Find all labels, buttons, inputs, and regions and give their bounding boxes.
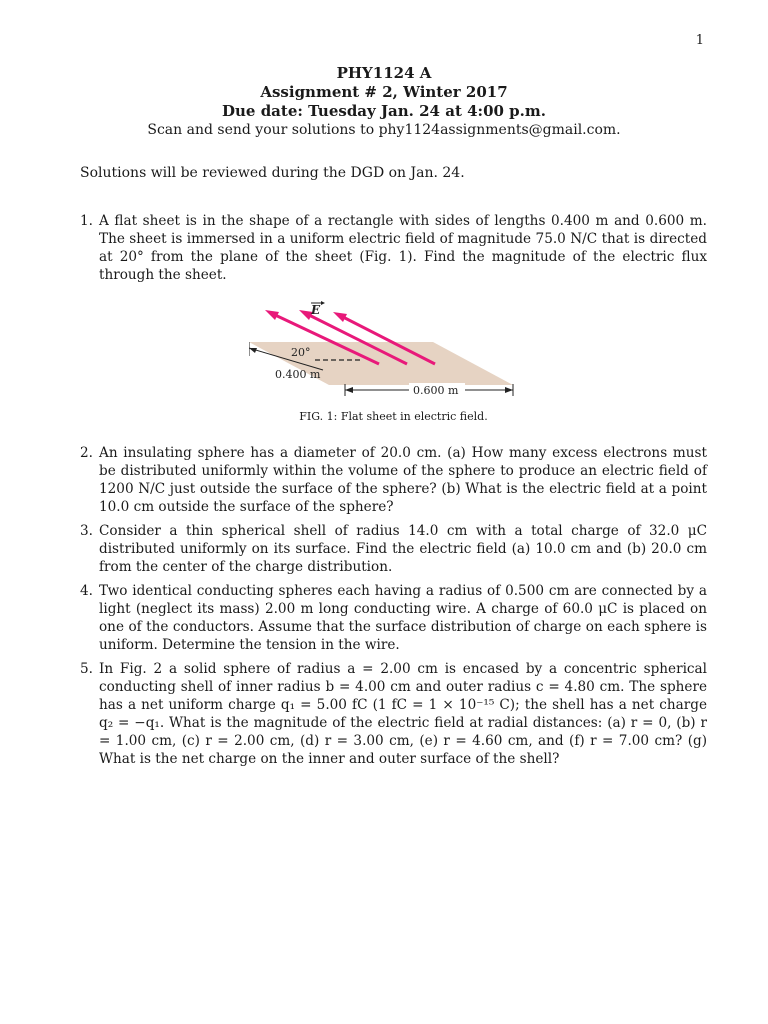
problem-item xyxy=(80,660,707,768)
flat-sheet-diagram xyxy=(249,298,539,398)
problem-list xyxy=(80,212,707,774)
problem-number: 5. xyxy=(80,661,93,677)
course-code: PHY1124 A xyxy=(336,64,432,82)
problem-text: In Fig. 2 a solid sphere of radius a = 2.00 cm is encased by a concentric spherical conducting shell of inner radius b = 4.00 cm and outer radius c = 4.80 cm. The sphere has a net uniform charge q₁ = 5.00 fC (1 fC = 1 × 10⁻¹⁵ C); the shell has a net charge q₂ = −q₁. What is the magnitude of the electric field at radial distances: (a) r = 0, (b) r = 1.00 cm, (c) r = 2.00 cm, (d) r = 3.00 cm, (e) r = 4.60 cm, and (f) r = 7.00 cm? (g) What is the net charge on the inner and outer surface of the shell? xyxy=(99,661,707,767)
page-number: 1 xyxy=(695,33,704,48)
problem-text: An insulating sphere has a diameter of 20.0 cm. (a) How many excess electrons must be distributed uniformly within the volume of the sphere to produce an electric field of 1200 N/C just outside the surface of the sphere? (b) What is the electric field at a point 10.0 cm outside the surface of the sphere? xyxy=(99,445,707,515)
field-label: E xyxy=(310,303,320,317)
problem-item xyxy=(80,522,707,576)
problem-number: 1. xyxy=(80,213,93,229)
problem-text: Consider a thin spherical shell of radius 14.0 cm with a total charge of 32.0 μC distributed uniformly on its surface. Find the electric field (a) 10.0 cm and (b) 20.0 cm from the center of the charge distribution. xyxy=(99,523,707,575)
width-arrowhead xyxy=(249,348,257,353)
problem-item xyxy=(80,444,707,516)
length-arrowhead xyxy=(505,387,513,393)
problem-number: 2. xyxy=(80,445,93,461)
vector-arrow-head xyxy=(321,301,325,305)
length-arrowhead xyxy=(345,387,353,393)
length-label: 0.600 m xyxy=(412,384,458,397)
submission-instructions: Scan and send your solutions to phy1124assignments@gmail.com. xyxy=(147,122,621,138)
problem-text: Two identical conducting spheres each having a radius of 0.500 cm are connected by a light (neglect its mass) 2.00 m long conducting wire. A charge of 60.0 μC is placed on one of the conductors. Assume that the surface distribution of charge on each sphere is uniform. Determine the tension in the wire. xyxy=(99,583,707,653)
assignment-title: Assignment # 2, Winter 2017 xyxy=(260,83,508,101)
problem-text: A flat sheet is in the shape of a rectangle with sides of lengths 0.400 m and 0.600 m. The sheet is immersed in a uniform electric field of magnitude 75.0 N/C that is directed at 20° from the plane of the sheet (Fig. 1). Find the magnitude of the electric flux through the sheet. xyxy=(99,213,707,283)
figure-1 xyxy=(80,298,707,426)
problem-item xyxy=(80,212,707,426)
field-arrowhead xyxy=(265,310,279,320)
problem-item xyxy=(80,582,707,654)
figure-caption: FIG. 1: Flat sheet in electric field. xyxy=(299,410,488,423)
due-date: Due date: Tuesday Jan. 24 at 4:00 p.m. xyxy=(222,102,546,120)
field-arrowhead xyxy=(333,312,347,322)
width-label: 0.400 m xyxy=(274,368,320,381)
assignment-header xyxy=(0,64,768,140)
intro-note: Solutions will be reviewed during the DGD on Jan. 24. xyxy=(80,165,465,181)
problem-number: 4. xyxy=(80,583,93,599)
problem-number: 3. xyxy=(80,523,93,539)
angle-label: 20° xyxy=(290,346,310,359)
